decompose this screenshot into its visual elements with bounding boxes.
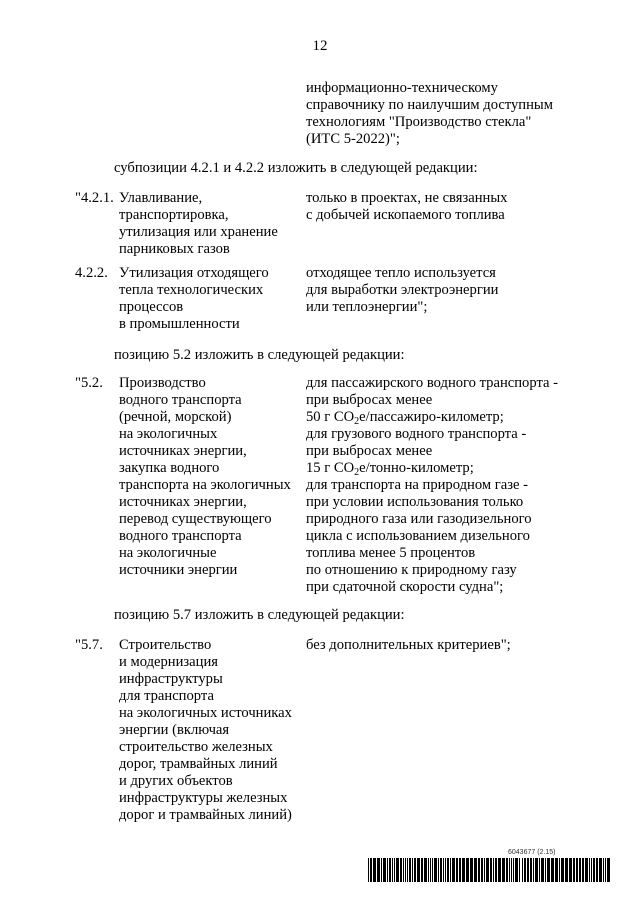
activity-text: источниках энергии,	[119, 494, 247, 510]
activity-text: закупка водного	[119, 460, 220, 476]
activity-text: (речной, морской)	[119, 409, 232, 425]
activity-text: источниках энергии,	[119, 443, 247, 459]
activity-text: Строительство	[119, 637, 212, 653]
criteria-text: при сдаточной скорости судна";	[306, 579, 504, 595]
row-number: "5.2.	[75, 375, 103, 391]
criteria-text: или теплоэнергии";	[306, 299, 428, 315]
instruction-paragraph: субпозиции 4.2.1 и 4.2.2 изложить в следующей редакции:	[114, 160, 478, 176]
activity-text: водного транспорта	[119, 392, 242, 408]
activity-text: источники энергии	[119, 562, 238, 578]
activity-text: перевод существующего	[119, 511, 272, 527]
activity-text: водного транспорта	[119, 528, 242, 544]
row-number: "5.7.	[75, 637, 103, 653]
criteria-text	[306, 460, 474, 477]
criteria-text: для пассажирского водного транспорта -	[306, 375, 558, 391]
page-number: 12	[312, 38, 328, 54]
activity-text: инфраструктуры железных	[119, 790, 288, 806]
instruction-paragraph: позицию 5.7 изложить в следующей редакции:	[114, 607, 405, 623]
emission-unit: e/пассажиро-километр;	[359, 409, 504, 425]
intro-line: (ИТС 5-2022)";	[306, 131, 400, 147]
activity-text: Утилизация отходящего	[119, 265, 269, 281]
activity-text: утилизация или хранение	[119, 224, 278, 240]
activity-text: тепла технологических	[119, 282, 264, 298]
activity-text: дорог, трамвайных линий	[119, 756, 278, 772]
activity-text: в промышленности	[119, 316, 240, 332]
activity-text: на экологичных	[119, 426, 218, 442]
criteria-text: при выбросах менее	[306, 392, 433, 408]
intro-line: технологиям "Производство стекла"	[306, 114, 532, 130]
activity-text: парниковых газов	[119, 241, 230, 257]
criteria-text: только в проектах, не связанных	[306, 190, 508, 206]
criteria-text	[306, 409, 504, 426]
barcode-caption: 6043677 (2.15)	[508, 849, 556, 856]
activity-text: транспортировка,	[119, 207, 229, 223]
activity-text: на экологичные	[119, 545, 217, 561]
activity-text: процессов	[119, 299, 184, 315]
criteria-text: для транспорта на природном газе -	[306, 477, 528, 493]
emission-value: 15 г CO	[306, 460, 355, 476]
row-number: 4.2.2.	[75, 265, 108, 281]
criteria-text: с добычей ископаемого топлива	[306, 207, 505, 223]
criteria-text: отходящее тепло используется	[306, 265, 496, 281]
criteria-text: при выбросах менее	[306, 443, 433, 459]
row-number: "4.2.1.	[75, 190, 114, 206]
activity-text: дорог и трамвайных линий)	[119, 807, 292, 823]
subscript-2: 2	[354, 467, 360, 478]
activity-text: на экологичных источниках	[119, 705, 292, 721]
emission-unit: e/тонно-километр;	[359, 460, 474, 476]
activity-text: Улавливание,	[119, 190, 203, 206]
instruction-paragraph: позицию 5.2 изложить в следующей редакции:	[114, 347, 405, 363]
intro-line: информационно-техническому	[306, 80, 498, 96]
criteria-text: при условии использования только	[306, 494, 524, 510]
criteria-text: природного газа или газодизельного	[306, 511, 532, 527]
activity-text: энергии (включая	[119, 722, 230, 738]
criteria-text: топлива менее 5 процентов	[306, 545, 476, 561]
intro-line: справочнику по наилучшим доступным	[306, 97, 553, 113]
emission-value: 50 г CO	[306, 409, 355, 425]
activity-text: Производство	[119, 375, 206, 391]
subscript-2: 2	[354, 416, 360, 427]
activity-text: строительство железных	[119, 739, 273, 755]
activity-text: инфраструктуры	[119, 671, 223, 687]
criteria-text: цикла с использованием дизельного	[306, 528, 530, 544]
activity-text: для транспорта	[119, 688, 214, 704]
criteria-text: для выработки электроэнергии	[306, 282, 499, 298]
activity-text: и модернизация	[119, 654, 218, 670]
criteria-text: по отношению к природному газу	[306, 562, 517, 578]
activity-text: и других объектов	[119, 773, 233, 789]
activity-text: транспорта на экологичных	[119, 477, 291, 493]
barcode-image	[368, 858, 610, 882]
criteria-text: для грузового водного транспорта -	[306, 426, 527, 442]
criteria-text: без дополнительных критериев";	[306, 637, 511, 653]
